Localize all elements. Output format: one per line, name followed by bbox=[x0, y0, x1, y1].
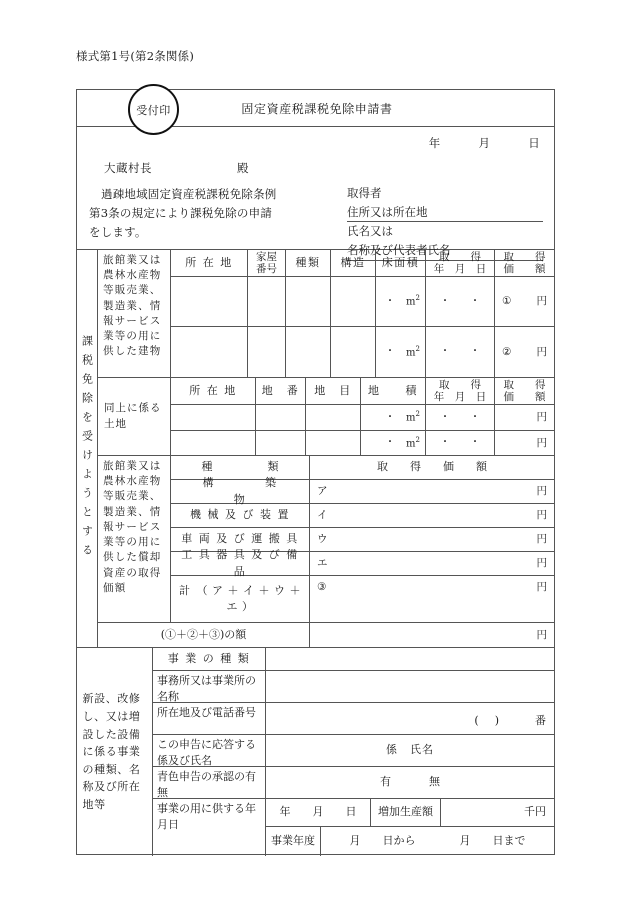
land-row2-land-area[interactable] bbox=[361, 431, 426, 456]
building-row1-acq-price[interactable] bbox=[495, 277, 554, 327]
building-row2-house-number[interactable] bbox=[248, 327, 286, 378]
building-row1-floor-area[interactable] bbox=[376, 277, 426, 327]
land-row1-land-area[interactable] bbox=[361, 405, 426, 431]
building-row1-house-number[interactable] bbox=[248, 277, 286, 327]
depreciable-category-label bbox=[98, 456, 171, 623]
acq-price-line-2: 価 額 bbox=[503, 263, 546, 275]
col-header-floor-area: 床面積 bbox=[376, 250, 426, 277]
col-header-lot-number: 地 番 bbox=[256, 378, 306, 405]
asset-row-2-kind: 機 械 及 び 装 置 bbox=[171, 504, 310, 528]
applicant-name-field[interactable]: 名称及び代表者氏名 bbox=[347, 241, 543, 261]
land-row2-acq-price[interactable] bbox=[495, 431, 554, 456]
acq-price-line-1: 取 得 bbox=[503, 250, 546, 263]
land-row2-location[interactable] bbox=[171, 431, 256, 456]
ordinance-text bbox=[89, 185, 277, 242]
building-row1-kind[interactable] bbox=[286, 277, 331, 327]
building-row2-structure[interactable] bbox=[331, 327, 376, 378]
applicant-name-label-1: 氏名又は bbox=[347, 224, 393, 239]
land-row2-lot-number[interactable] bbox=[256, 431, 306, 456]
blue-return-no-option[interactable]: 無 bbox=[429, 775, 440, 789]
land-area-dot-1: ・ bbox=[385, 411, 396, 423]
service-date-ymd[interactable]: 年 月 日 bbox=[266, 799, 371, 827]
col-header-land-acq-price bbox=[495, 378, 554, 405]
grand-total-value[interactable] bbox=[310, 623, 554, 648]
house-number-line-2: 番号 bbox=[256, 263, 277, 275]
field-label-service-date: 事業の用に供する年月日 bbox=[153, 799, 266, 856]
fiscal-year-label: 事業年度 bbox=[266, 827, 321, 856]
building-category-text: 旅館業又は農林水産物等販売業、製造業、情報サービス業等の用に供した建物 bbox=[103, 254, 162, 358]
asset-row-5-kind: 計 （ ア ＋ イ ＋ ウ ＋ エ ） bbox=[171, 576, 310, 623]
field-value-address-phone[interactable] bbox=[266, 703, 554, 735]
field-label-contact-person: この申告に応答する係及び氏名 bbox=[153, 735, 266, 767]
asset-currency-2: 円 bbox=[536, 509, 547, 522]
date-day-label: 日 bbox=[528, 136, 540, 150]
land-row1-lot-number[interactable] bbox=[256, 405, 306, 431]
field-value-office-name[interactable] bbox=[266, 671, 554, 703]
acq-date-dots: ・ ・ bbox=[440, 295, 480, 307]
col-header-structure: 構造 bbox=[331, 250, 376, 277]
asset-currency-5: 円 bbox=[536, 581, 547, 593]
main-table-side-label bbox=[77, 250, 98, 648]
land-acq-date-line-1: 取 得 bbox=[439, 378, 481, 391]
col-header-land-acq-date bbox=[426, 378, 495, 405]
asset-row-4-kind: 工 具 器 具 及 び 備 品 bbox=[171, 552, 310, 576]
land-acq-date-line-2: 年 月 日 bbox=[433, 391, 487, 403]
asset-row-2-value[interactable] bbox=[310, 504, 554, 528]
floor-area-dot-2: ・ bbox=[385, 346, 396, 358]
applicant-label: 取得者 bbox=[347, 186, 382, 200]
field-label-blue-return: 青色申告の承認の有無 bbox=[153, 767, 266, 799]
date-year-label: 年 bbox=[428, 136, 441, 150]
page-title: 固定資産税課税免除申請書 bbox=[241, 102, 393, 116]
col-header-asset-price: 取 得 価 額 bbox=[310, 456, 554, 480]
field-label-business-type: 事 業 の 種 類 bbox=[153, 648, 266, 671]
building-row1-structure[interactable] bbox=[331, 277, 376, 327]
form-frame bbox=[76, 89, 555, 855]
acq-price-currency-2: 円 bbox=[536, 345, 547, 358]
col-header-land-area: 地 積 bbox=[361, 378, 426, 405]
col-header-building-location: 所 在 地 bbox=[171, 250, 248, 277]
land-row1-location[interactable] bbox=[171, 405, 256, 431]
asset-marker-4: エ bbox=[317, 557, 328, 570]
col-header-acq-date bbox=[426, 250, 495, 277]
land-area-unit-1: $m^2$ bbox=[406, 410, 420, 424]
depreciable-category-text: 旅館業又は農林水産物等販売業、製造業、情報サービス業等の用に供した償却資産の取得価額 bbox=[103, 460, 162, 594]
phone-paren-open: ( bbox=[474, 714, 479, 728]
increase-production-label: 増加生産額 bbox=[371, 799, 441, 827]
land-currency-2: 円 bbox=[536, 436, 547, 449]
floor-area-dot: ・ bbox=[385, 295, 396, 307]
land-row2-land-category[interactable] bbox=[306, 431, 361, 456]
col-header-acq-price bbox=[495, 250, 554, 277]
asset-row-1-value[interactable] bbox=[310, 480, 554, 504]
col-header-land-location: 所 在 地 bbox=[171, 378, 256, 405]
bottom-side-label-text: 新設、改修し、又は増設した設備に係る事業の種類、名称及び所在地等 bbox=[82, 692, 141, 811]
receipt-stamp-circle: 受付印 bbox=[128, 84, 179, 135]
asset-currency-3: 円 bbox=[536, 533, 547, 546]
ordinance-line-3: をします。 bbox=[89, 224, 147, 239]
asset-row-5-value[interactable] bbox=[310, 576, 554, 623]
land-category-label bbox=[98, 378, 171, 456]
asset-row-3-value[interactable] bbox=[310, 528, 554, 552]
date-month-label: 月 bbox=[478, 136, 491, 150]
floor-area-unit-2: $m^2$ bbox=[406, 344, 420, 358]
land-area-unit-2: $m^2$ bbox=[406, 435, 420, 449]
increase-production-value[interactable] bbox=[441, 799, 554, 827]
grand-total-currency: 円 bbox=[536, 628, 547, 641]
land-row1-land-category[interactable] bbox=[306, 405, 361, 431]
ordinance-line-2: 第3条の規定により課税免除の申請 bbox=[89, 205, 273, 220]
col-header-kind: 種類 bbox=[286, 250, 331, 277]
land-acq-dots-1: ・ ・ bbox=[440, 411, 480, 423]
form-number: 様式第1号(第2条関係) bbox=[76, 49, 195, 63]
land-row2-acq-date[interactable] bbox=[426, 431, 495, 456]
asset-marker-1: ア bbox=[317, 485, 328, 498]
asset-currency-4: 円 bbox=[536, 557, 547, 570]
land-row1-acq-price[interactable] bbox=[495, 405, 554, 431]
asset-currency-1: 円 bbox=[536, 485, 547, 498]
building-row2-kind[interactable] bbox=[286, 327, 331, 378]
land-row1-acq-date[interactable] bbox=[426, 405, 495, 431]
bottom-table-side-label bbox=[77, 648, 153, 856]
building-category-label bbox=[98, 250, 171, 378]
building-row2-floor-area[interactable] bbox=[376, 327, 426, 378]
floor-area-unit: $m^2$ bbox=[406, 294, 420, 308]
building-row1-location[interactable] bbox=[171, 277, 248, 327]
acq-price-currency-1: 円 bbox=[536, 295, 547, 308]
land-currency-1: 円 bbox=[536, 411, 547, 424]
date-line bbox=[429, 135, 540, 151]
ordinance-line-1: 過疎地域固定資産税課税免除条例 bbox=[101, 187, 277, 201]
asset-marker-3: ウ bbox=[317, 533, 328, 546]
field-label-office-name: 事務所又は事業所の名称 bbox=[153, 671, 266, 703]
applicant-address-field[interactable]: 住所又は所在地 bbox=[347, 203, 543, 223]
acq-date-dots-2: ・ ・ bbox=[440, 346, 480, 358]
field-label-address-phone: 所在地及び電話番号 bbox=[153, 703, 266, 735]
field-value-business-type[interactable] bbox=[266, 648, 554, 671]
asset-row-4-value[interactable] bbox=[310, 552, 554, 576]
land-acq-price-line-1: 取 得 bbox=[503, 378, 546, 391]
fiscal-year-range[interactable] bbox=[321, 827, 554, 856]
addressee-honorific: 殿 bbox=[237, 161, 249, 175]
house-number-line-1: 家屋 bbox=[256, 250, 277, 263]
building-row2-acq-price[interactable] bbox=[495, 327, 554, 378]
col-header-asset-kind: 種 類 bbox=[171, 456, 310, 480]
land-category-text: 同上に係る土地 bbox=[104, 401, 162, 430]
addressee: 大蔵村長 bbox=[104, 161, 152, 175]
fiscal-from: 月 日から bbox=[349, 834, 416, 848]
grand-total-label: (①＋②＋③)の額 bbox=[98, 623, 310, 648]
asset-marker-2: イ bbox=[317, 509, 328, 522]
field-value-contact-person[interactable]: 係 氏名 bbox=[266, 735, 554, 767]
asset-row-3-kind: 車 両 及 び 運 搬 具 bbox=[171, 528, 310, 552]
land-acq-price-line-2: 価 額 bbox=[503, 391, 546, 403]
phone-paren-close: ) bbox=[494, 714, 499, 728]
blue-return-yes-option[interactable]: 有 bbox=[380, 775, 391, 789]
col-header-house-number bbox=[248, 250, 286, 277]
acq-date-line-1: 取 得 bbox=[439, 250, 481, 263]
asset-marker-5: ③ bbox=[317, 581, 327, 593]
acq-price-marker-2: ② bbox=[502, 345, 512, 358]
side-label-text: 課税免除を受けようとする bbox=[80, 335, 94, 563]
building-row2-location[interactable] bbox=[171, 327, 248, 378]
acq-price-marker-1: ① bbox=[502, 295, 512, 308]
phone-suffix: 番 bbox=[535, 714, 546, 728]
land-area-dot-2: ・ bbox=[385, 437, 396, 449]
increase-production-unit: 千円 bbox=[524, 805, 546, 819]
total-side-spacer bbox=[77, 623, 98, 648]
building-row1-acq-date[interactable] bbox=[426, 277, 495, 327]
land-acq-dots-2: ・ ・ bbox=[440, 437, 480, 449]
col-header-land-category: 地 目 bbox=[306, 378, 361, 405]
fiscal-to: 月 日まで bbox=[459, 834, 526, 848]
building-row2-acq-date[interactable] bbox=[426, 327, 495, 378]
field-value-blue-return[interactable] bbox=[266, 767, 554, 799]
acq-date-line-2: 年 月 日 bbox=[433, 263, 487, 275]
asset-row-1-kind: 構 築 物 bbox=[171, 480, 310, 504]
